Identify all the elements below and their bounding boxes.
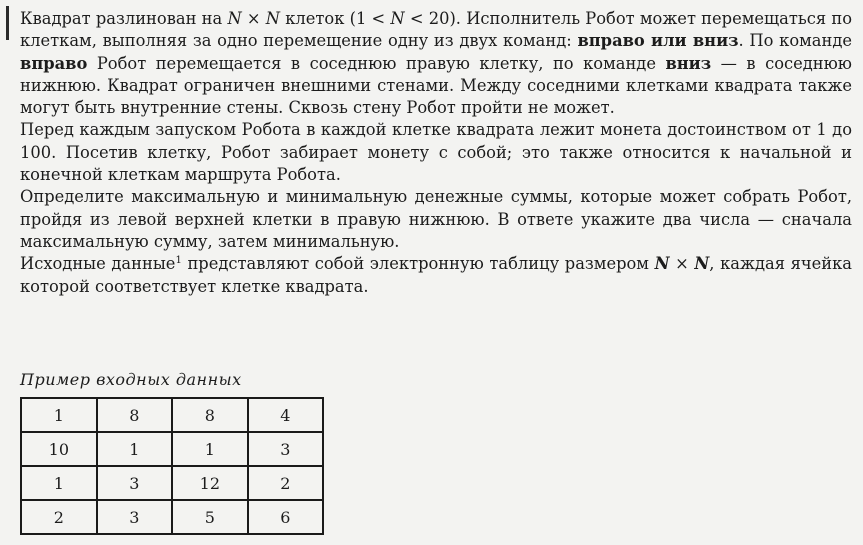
- text-span: Исходные данные: [20, 254, 176, 274]
- command-right: вправо: [577, 31, 645, 51]
- command-down: вниз: [692, 31, 739, 51]
- table-cell: 3: [97, 500, 172, 534]
- variable-n: N: [265, 9, 281, 28]
- table-cell: 3: [97, 466, 172, 500]
- table-cell: 12: [172, 466, 248, 500]
- text-span: , каждая ячейка которой соответствует клетке квадрата.: [20, 254, 852, 296]
- problem-paragraph-4: [20, 253, 852, 298]
- table-cell: 4: [248, 398, 323, 432]
- footnote-marker: 1: [175, 255, 182, 267]
- table-cell: 10: [21, 432, 97, 466]
- table-cell: 1: [97, 432, 172, 466]
- example-caption: Пример входных данных: [20, 370, 242, 389]
- variable-n: N: [390, 9, 405, 28]
- variable-n: N: [694, 254, 710, 274]
- table-row: [21, 466, 323, 500]
- text-span: ×: [241, 9, 266, 28]
- problem-paragraph-1: [20, 8, 852, 119]
- table-row: [21, 432, 323, 466]
- table-row: [21, 500, 323, 534]
- variable-n: N: [654, 254, 670, 274]
- command-down: вниз: [665, 53, 712, 73]
- problem-paragraph-3: Определите максимальную и минимальную денежные суммы, которые может собрать Робот, пройдя из левой верхней клетки в правую нижнюю. В ответе укажите два числа — сначала максимальную сумму, затем минимальную.: [20, 187, 852, 251]
- table-cell: 1: [21, 466, 97, 500]
- table-cell: 1: [21, 398, 97, 432]
- table-cell: 1: [172, 432, 248, 466]
- margin-marker: [6, 6, 9, 40]
- variable-n: N: [227, 9, 242, 28]
- command-right: вправо: [20, 53, 88, 73]
- table-cell: 6: [248, 500, 323, 534]
- text-span: — в соседнюю нижнюю. Квадрат ограничен внешними стенами. Между соседними клетками квадрата также могут быть внутренние стены. Сквозь стену Робот пройти не может.: [20, 53, 852, 118]
- example-table: [20, 397, 324, 535]
- text-span: клеток (1 <: [280, 9, 391, 28]
- text-span: Квадрат разлинован на: [20, 9, 228, 28]
- problem-text: [20, 8, 852, 298]
- table-cell: 3: [248, 432, 323, 466]
- table-row: [21, 398, 323, 432]
- table-cell: 5: [172, 500, 248, 534]
- text-span: представляют собой электронную таблицу размером: [181, 254, 655, 274]
- table-cell: 2: [248, 466, 323, 500]
- text-span: < 20). Исполнитель Робот может перемещаться по клеткам, выполняя за одно перемещение одну из двух команд:: [20, 9, 852, 51]
- table-cell: 8: [97, 398, 172, 432]
- problem-paragraph-2: Перед каждым запуском Робота в каждой клетке квадрата лежит монета достоинством от 1 до 100. Посетив клетку, Робот забирает монету с собой; это также относится к начальной и конечной клеткам маршрута Робота.: [20, 120, 852, 185]
- text-span: ×: [669, 254, 695, 274]
- text-span-bold: или: [644, 31, 693, 51]
- table-cell: 2: [21, 500, 97, 534]
- table-cell: 8: [172, 398, 248, 432]
- text-span: Робот перемещается в соседнюю правую клетку, по команде: [87, 53, 666, 73]
- text-span: . По команде: [738, 31, 853, 51]
